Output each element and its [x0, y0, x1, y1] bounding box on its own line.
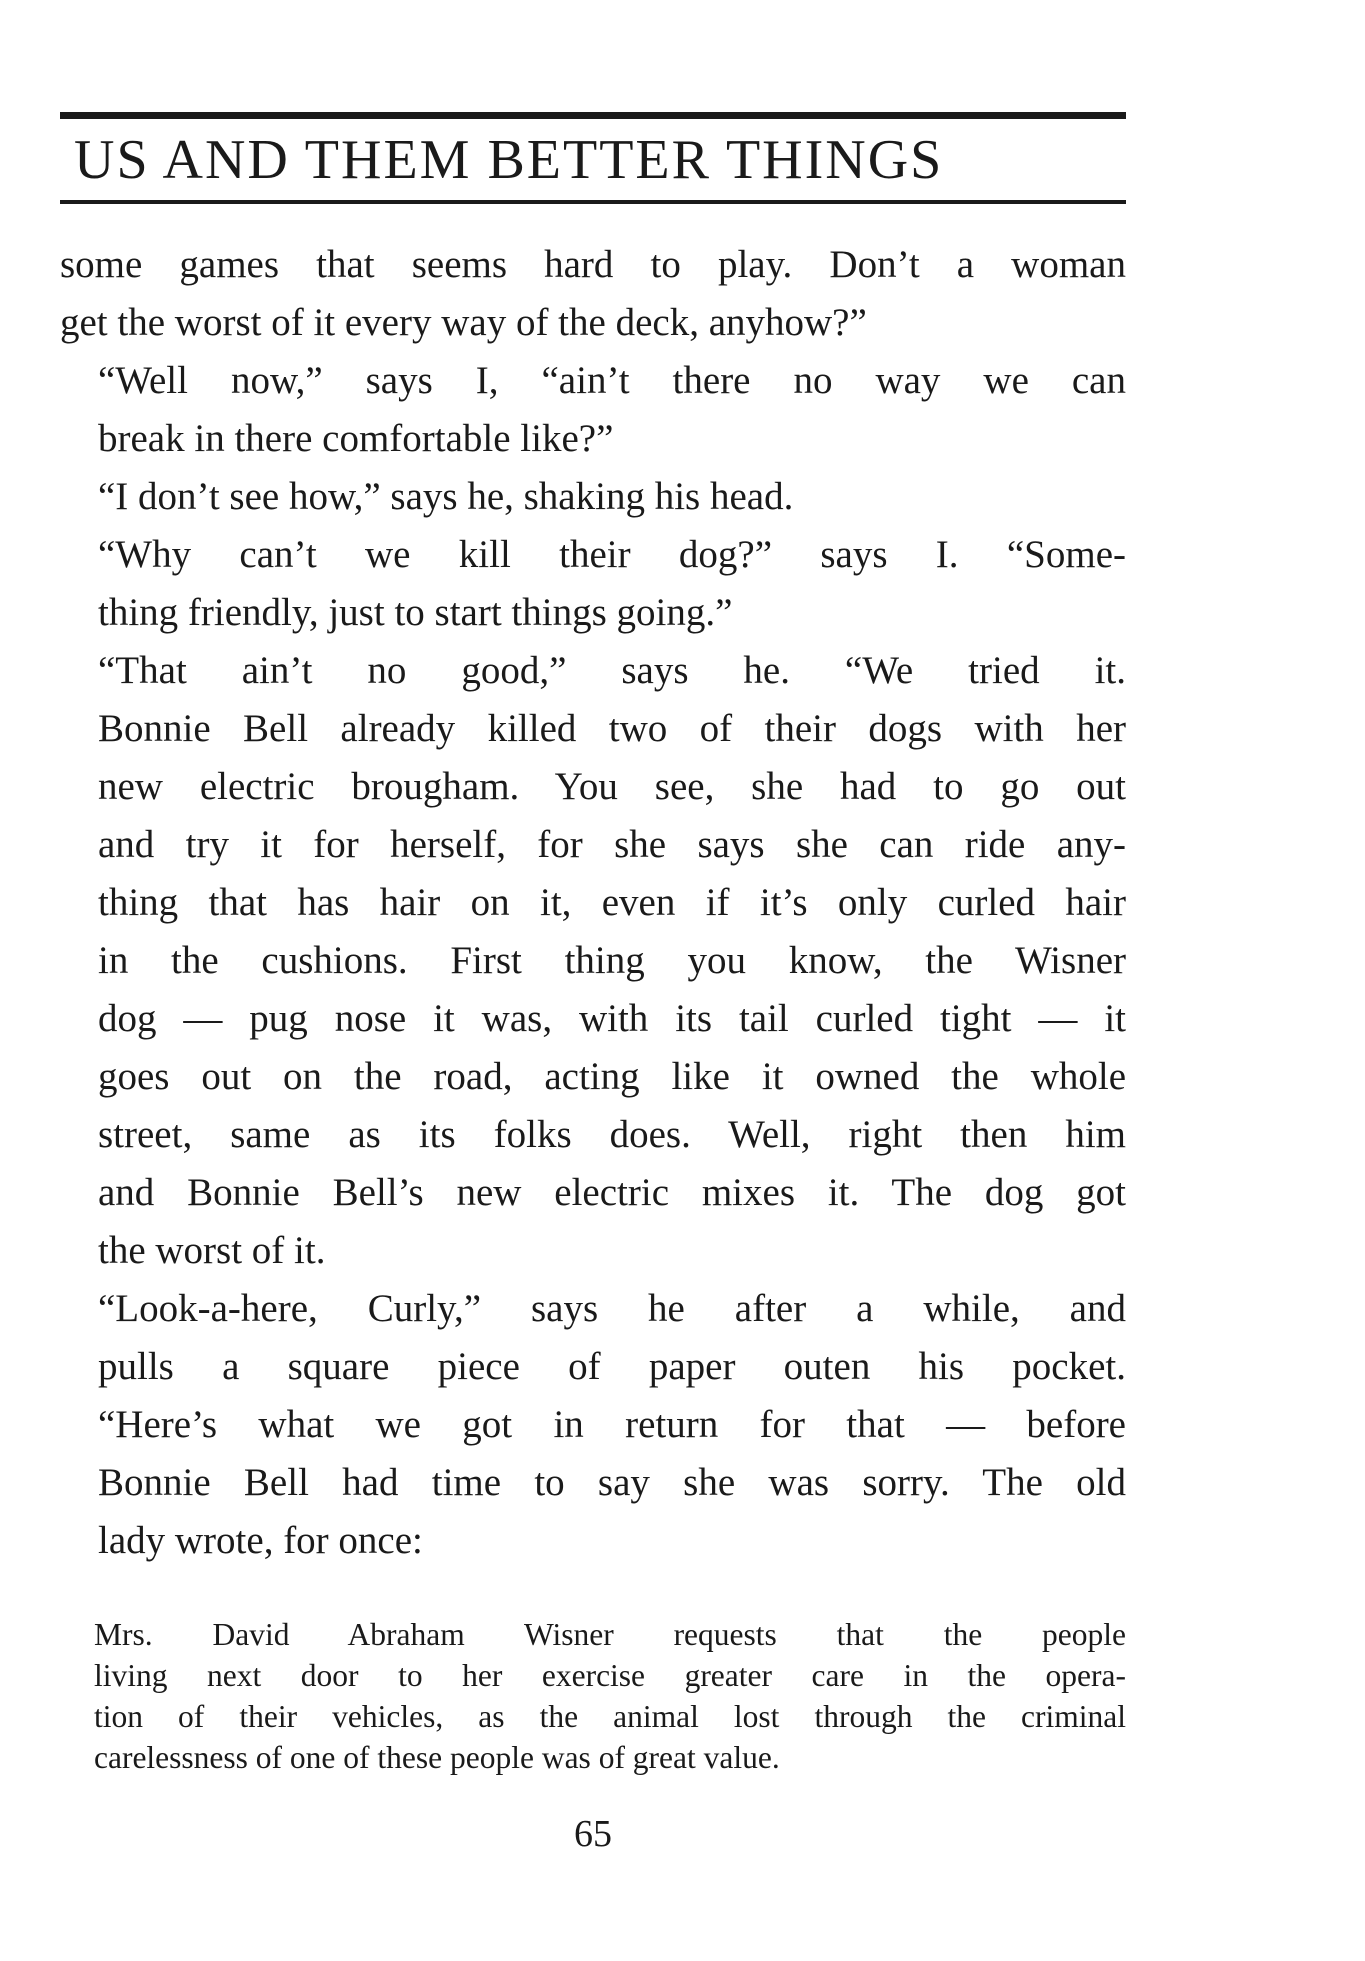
notice-line: Mrs. David Abraham Wisner requests that the people: [94, 1617, 1126, 1652]
text-line: Bonnie Bell had time to say she was sorry. The old: [98, 1461, 1126, 1504]
text-line: Bonnie Bell already killed two of their dogs with her: [98, 707, 1126, 750]
text-line: new electric brougham. You see, she had to go out: [98, 765, 1126, 808]
text-line: “That ain’t no good,” says he. “We tried it.: [98, 649, 1126, 692]
text-line: and try it for herself, for she says she can ride any-: [98, 823, 1126, 866]
paragraph-6: [60, 1280, 1126, 1570]
text-line: the worst of it.: [98, 1229, 326, 1272]
notice-line: living next door to her exercise greater care in the opera-: [94, 1658, 1126, 1693]
text-line: dog — pug nose it was, with its tail curled tight — it: [98, 997, 1126, 1040]
page-number: 65: [574, 1813, 612, 1855]
text-line: street, same as its folks does. Well, right then him: [98, 1113, 1126, 1156]
header-rule-top: [60, 112, 1126, 119]
text-line: “Well now,” says I, “ain’t there no way we can: [98, 359, 1126, 402]
text-line: “Look-a-here, Curly,” says he after a while, and: [98, 1287, 1126, 1330]
text-line: in the cushions. First thing you know, the Wisner: [98, 939, 1126, 982]
paragraph-5: [60, 642, 1126, 1280]
book-page: [60, 0, 1126, 1961]
text-line: “I don’t see how,” says he, shaking his head.: [98, 475, 794, 518]
text-line: break in there comfortable like?”: [98, 417, 614, 460]
text-line: “Here’s what we got in return for that — before: [98, 1403, 1126, 1446]
text-line: pulls a square piece of paper outen his pocket.: [98, 1345, 1126, 1388]
text-line: and Bonnie Bell’s new electric mixes it. The dog got: [98, 1171, 1126, 1214]
text-line: “Why can’t we kill their dog?” says I. “Some-: [98, 533, 1126, 576]
text-line: lady wrote, for once:: [98, 1519, 423, 1562]
paragraph-1: [60, 236, 1126, 352]
text-line: thing that has hair on it, even if it’s only curled hair: [98, 881, 1126, 924]
body-text: [60, 236, 1126, 1570]
text-line: get the worst of it every way of the deck, anyhow?”: [60, 301, 867, 344]
header-rule-bottom: [60, 200, 1126, 204]
paragraph-4: [60, 526, 1126, 642]
text-line: some games that seems hard to play. Don’t a woman: [60, 243, 1126, 286]
quoted-notice: [94, 1614, 1126, 1778]
text-line: goes out on the road, acting like it owned the whole: [98, 1055, 1126, 1098]
text-line: thing friendly, just to start things going.”: [98, 591, 733, 634]
notice-line: carelessness of one of these people was of great value.: [94, 1740, 780, 1775]
paragraph-2: [60, 352, 1126, 468]
paragraph-3: [60, 468, 1126, 526]
notice-line: tion of their vehicles, as the animal lost through the criminal: [94, 1699, 1126, 1734]
running-head: US AND THEM BETTER THINGS: [74, 129, 944, 191]
